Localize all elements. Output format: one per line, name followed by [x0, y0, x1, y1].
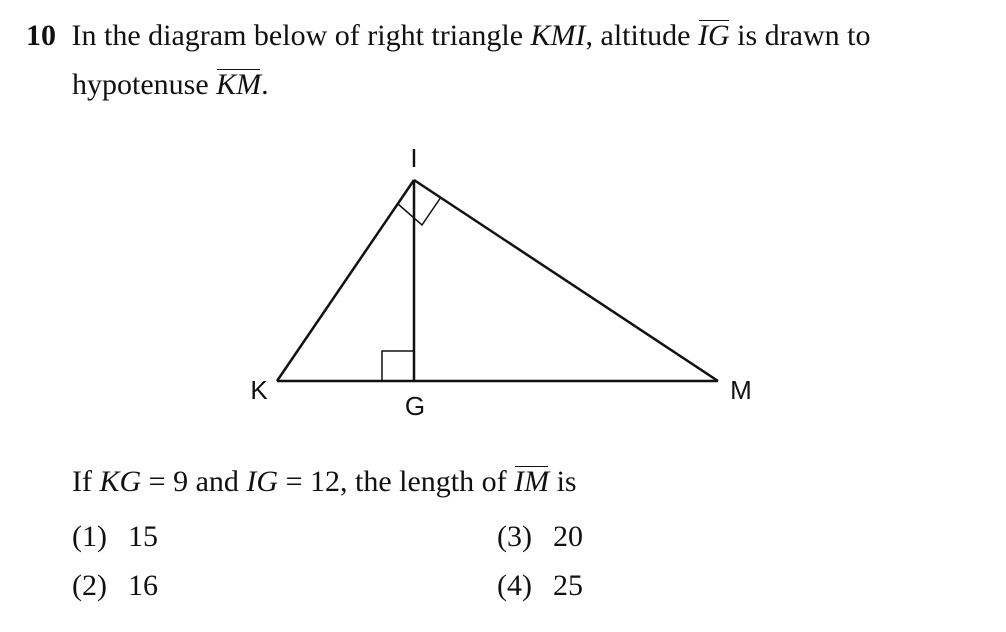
segment-im: IM — [514, 465, 550, 498]
question-text-altitude: , altitude — [585, 19, 691, 52]
triangle-name: KMI — [530, 19, 586, 52]
condition-eq1: = 9 and — [148, 465, 239, 498]
hypotenuse-word: hypotenuse — [72, 68, 209, 101]
question-text-drawn: is drawn to — [737, 19, 871, 52]
choice-4-number: (4) — [497, 569, 532, 602]
question-period: . — [261, 68, 269, 101]
choice-1-number: (1) — [72, 520, 107, 553]
choice-4-value: 25 — [553, 569, 583, 602]
choice-2-number: (2) — [72, 569, 107, 602]
right-angle-mark-i — [398, 197, 441, 225]
right-angle-mark-g — [382, 351, 414, 381]
side-im — [414, 180, 718, 381]
choice-1-value: 15 — [128, 520, 158, 553]
label-k: K — [250, 375, 268, 405]
label-i: I — [410, 143, 418, 173]
choice-2-value: 16 — [128, 569, 158, 602]
question-number: 10 — [26, 19, 56, 52]
condition-text — [72, 464, 577, 500]
choice-1[interactable] — [72, 519, 158, 555]
condition-suffix: is — [556, 465, 577, 498]
condition-eq2: = 12, the length of — [285, 465, 507, 498]
altitude-segment: IG — [698, 19, 730, 52]
label-g: G — [404, 391, 426, 421]
choice-3[interactable] — [497, 519, 583, 555]
condition-prefix: If — [72, 465, 92, 498]
segment-ig: IG — [246, 465, 279, 498]
choice-3-value: 20 — [553, 520, 583, 553]
choice-4[interactable] — [497, 568, 583, 604]
hypotenuse-segment: KM — [216, 68, 262, 101]
label-m: M — [730, 375, 752, 405]
choice-2[interactable] — [72, 568, 158, 604]
question-text-start: In the diagram below of right triangle — [71, 19, 524, 52]
segment-kg: KG — [99, 465, 142, 498]
choice-3-number: (3) — [497, 520, 532, 553]
